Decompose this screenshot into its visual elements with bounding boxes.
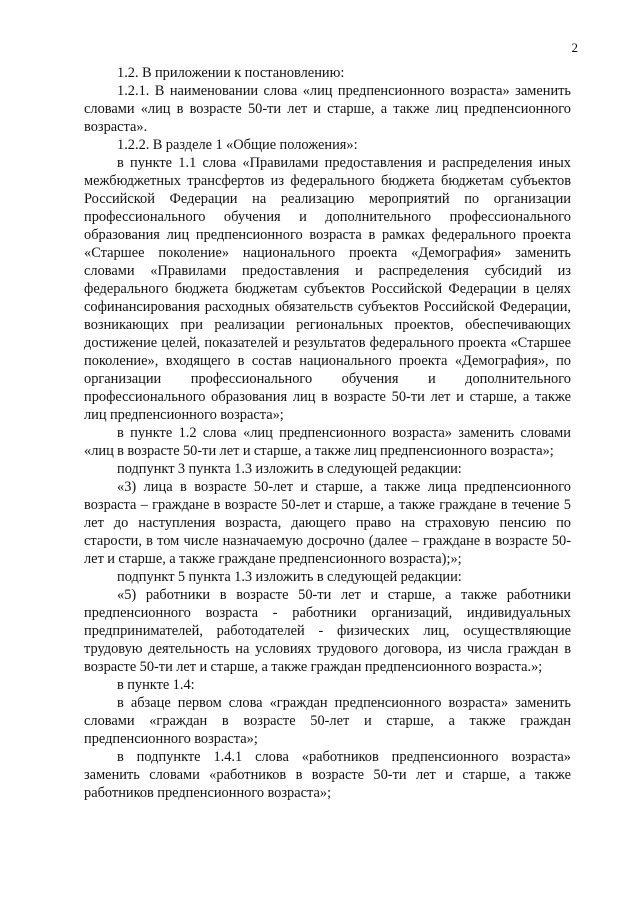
paragraph-subpoint-5-intro: подпункт 5 пункта 1.3 изложить в следующей редакции: [117,569,462,585]
paragraph-1-2: 1.2. В приложении к постановлению: [117,65,345,81]
paragraph-point-1-2: в пункте 1.2 слова «лиц предпенсионного возраста» заменить словами «лиц в возрасте 50-ти лет и старше, а также лиц предпенсионного возраста»; [84,425,571,459]
paragraph-subpoint-3-intro: подпункт 3 пункта 1.3 изложить в следующей редакции: [117,461,462,477]
paragraph-point-1-1: в пункте 1.1 слова «Правилами предоставления и распределения иных межбюджетных трансфертов из федерального бюджета бюджетам субъектов Российской Федерации на реализацию мероприятий по организации профессионального обучения и дополнительного профессионального образования лиц предпенсионного возраста в рамках федерального проекта «Старшее поколение» национального проекта «Демография» заменить словами «Правилами предоставления и распределения субсидий из федерального бюджета бюджетам субъектов Российской Федерации в целях софинансирования расходных обязательств субъектов Российской Федерации, возникающих при реализации региональных проектов, обеспечивающих достижение целей, показателей и результатов федерального проекта «Старшее поколение», входящего в состав национального проекта «Демография», по организации профессионального обучения и дополнительного профессионального образования лиц в возрасте 50-ти лет и старше, а также лиц предпенсионного возраста»; [84,155,571,423]
paragraph-point-1-4-first: в абзаце первом слова «граждан предпенсионного возраста» заменить словами «граждан в возрасте 50-лет и старше, а также граждан предпенсионного возраста»; [84,695,571,747]
paragraph-1-2-2: 1.2.2. В разделе 1 «Общие положения»: [117,137,358,153]
paragraph-subpoint-5-text: «5) работники в возрасте 50-ти лет и старше, а также работники предпенсионного возраста - работники организаций, индивидуальных предпринимателей, работодателей - физических лиц, осуществляющие трудовую деятельность на условиях трудового договора, из числа граждан в возрасте 50-ти лет и старше, а также граждан предпенсионного возраста.»; [84,587,571,675]
document-body [84,64,571,802]
paragraph-subpoint-1-4-1: в подпункте 1.4.1 слова «работников предпенсионного возраста» заменить словами «работников в возрасте 50-ти лет и старше, а также работников предпенсионного возраста»; [84,749,571,801]
paragraph-1-2-1: 1.2.1. В наименовании слова «лиц предпенсионного возраста» заменить словами «лиц в возрасте 50-ти лет и старше, а также лиц предпенсионного возраста». [84,83,571,135]
paragraph-point-1-4: в пункте 1.4: [117,677,195,693]
paragraph-subpoint-3-text: «3) лица в возрасте 50-лет и старше, а также лица предпенсионного возраста – граждане в возрасте 50-лет и старше, а также граждане в течение 5 лет до наступления возраста, дающего право на страховую пенсию по старости, в том числе назначаемую досрочно (далее – граждане в возрасте 50-лет и старше, а также граждане предпенсионного возраста);»; [84,479,571,567]
page-number: 2 [571,40,578,55]
